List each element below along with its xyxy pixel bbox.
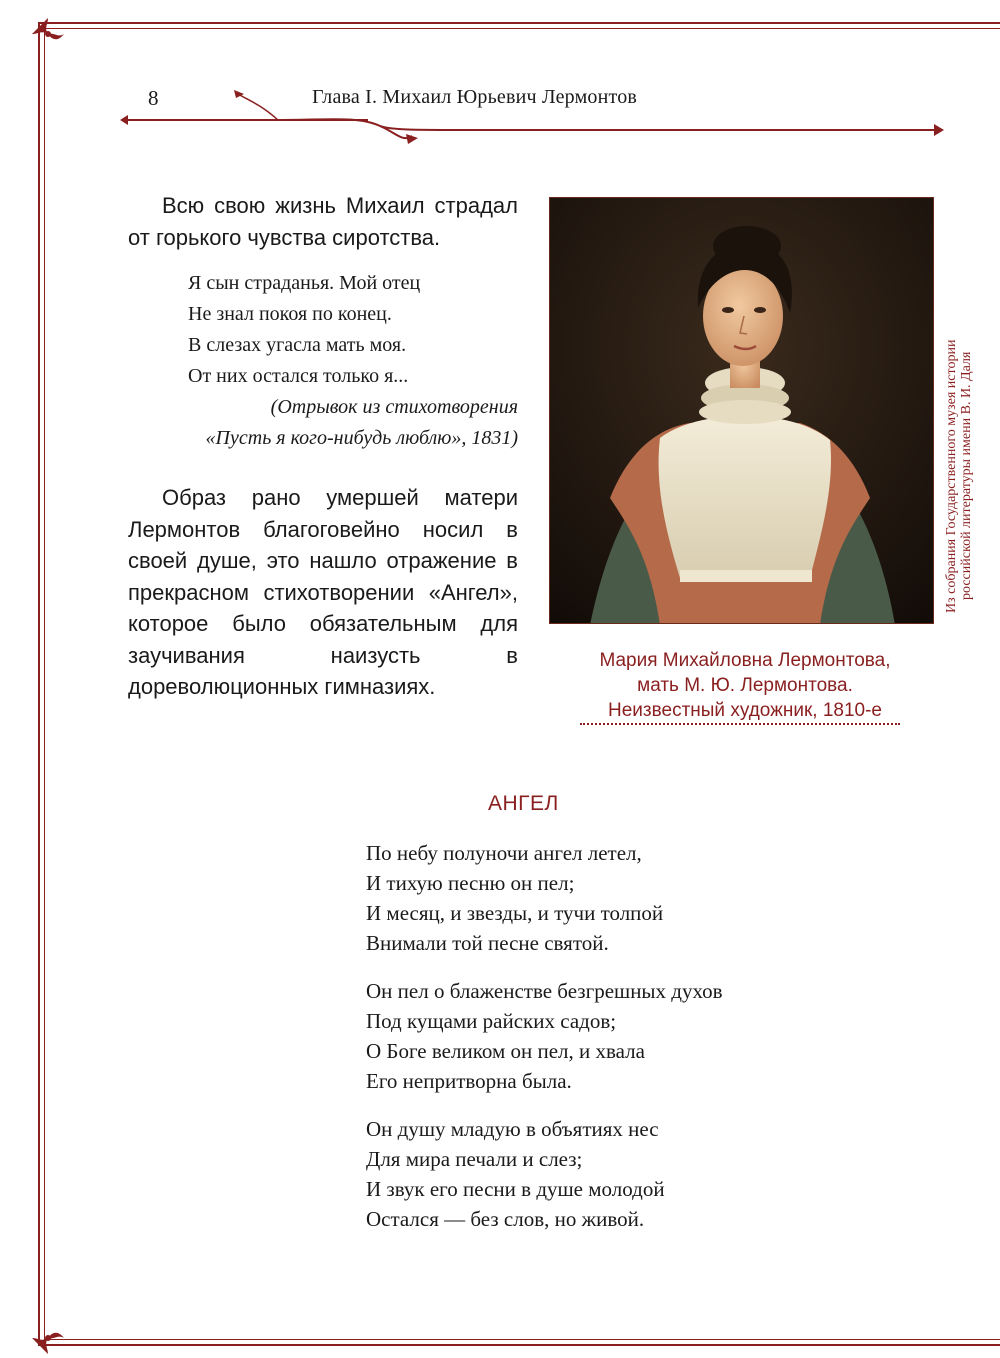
portrait-image xyxy=(549,197,934,624)
caption-dotted-rule xyxy=(580,723,900,725)
poem-fragment xyxy=(188,268,518,454)
caption-line: Мария Михайловна Лермонтова, xyxy=(599,650,891,671)
collection-credit: Из собрания Государственного музея истории российской литературы имени В. И. Даля xyxy=(944,339,974,613)
poem-line: Внимали той песне святой. xyxy=(366,931,609,955)
poem-line: Для мира печали и слез; xyxy=(366,1147,583,1171)
portrait-caption xyxy=(560,648,930,723)
poem-line: Под кущами райских садов; xyxy=(366,1009,617,1033)
poem-stanza xyxy=(366,976,826,1096)
corner-ornament-bottom-left xyxy=(28,1318,68,1358)
poem-line: По небу полуночи ангел летел, xyxy=(366,841,642,865)
poem-fragment-line: Не знал покоя по конец. xyxy=(188,303,392,325)
poem-fragment-line: В слезах угасла мать моя. xyxy=(188,334,407,356)
caption-line: Неизвестный художник, 1810-е xyxy=(608,700,882,721)
poem-stanza xyxy=(366,1114,826,1234)
poem-stanza xyxy=(366,838,826,958)
poem-fragment-citation: «Пусть я кого-нибудь люблю», 1831) xyxy=(205,427,518,449)
poem-line: Он пел о блаженстве безгрешных духов xyxy=(366,979,723,1003)
caption-line: мать М. Ю. Лермонтова. xyxy=(637,675,853,696)
poem-fragment-line: От них остался только я... xyxy=(188,365,409,387)
poem-line: И тихую песню он пел; xyxy=(366,871,575,895)
running-title: Глава I. Михаил Юрьевич Лермонтов xyxy=(312,86,638,108)
poem-fragment-citation: (Отрывок из стихотворения xyxy=(270,396,518,418)
poem-title: АНГЕЛ xyxy=(488,792,559,815)
poem-line: О Боге великом он пел, и хвала xyxy=(366,1039,645,1063)
page-number: 8 xyxy=(148,86,159,110)
poem-line: И звук его песни в душе молодой xyxy=(366,1177,665,1201)
poem-line: Остался — без слов, но живой. xyxy=(366,1207,645,1231)
poem-fragment-line: Я сын страданья. Мой отец xyxy=(188,272,421,294)
body-paragraph: Образ рано умершей матери Лермонтов благоговейно носил в своей душе, это нашло отражение в прекрасном стихотворении «Ангел», которое было обязательным для заучивания наизусть в дореволюционных гимназиях. xyxy=(128,485,518,699)
poem-line: Его непритворна была. xyxy=(366,1069,572,1093)
intro-paragraph: Всю свою жизнь Михаил страдал от горького чувства сиротства. xyxy=(128,193,518,250)
poem-line: Он душу младую в объятиях нес xyxy=(366,1117,659,1141)
corner-ornament-top-left xyxy=(28,14,68,54)
poem-line: И месяц, и звезды, и тучи толпой xyxy=(366,901,664,925)
